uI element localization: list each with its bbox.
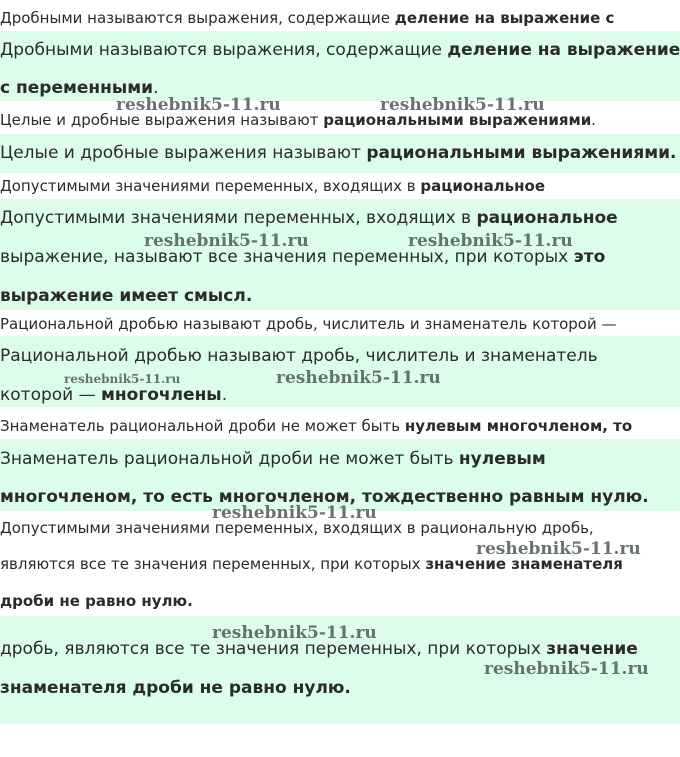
text-line: с переменными.: [0, 78, 159, 98]
text-line: выражение, называют все значения переменных, при которых это: [0, 247, 606, 267]
watermark-text: reshebnik5-11.ru: [408, 231, 573, 251]
text-line: которой — многочлены.: [0, 385, 228, 405]
text-line: Знаменатель рациональной дроби не может быть нулевым: [0, 449, 546, 469]
text-line: Допустимыми значениями переменных, входящих в рациональное: [0, 177, 545, 195]
watermark-text: reshebnik5-11.ru: [476, 539, 641, 559]
watermark-text: reshebnik5-11.ru: [212, 503, 377, 523]
watermark-text: reshebnik5-11.ru: [212, 623, 377, 643]
text-line: знаменателя дроби не равно нулю.: [0, 678, 351, 698]
text-line: Допустимыми значениями переменных, входящих в рациональное: [0, 208, 618, 228]
text-line: Целые и дробные выражения называют рациональными выражениями.: [0, 111, 597, 129]
text-line: Допустимыми значениями переменных, входящих в рациональную дробь,: [0, 519, 594, 537]
text-line: многочленом, то есть многочленом, тождественно равным нулю.: [0, 487, 649, 507]
text-line: Рациональной дробью называют дробь, числитель и знаменатель: [0, 346, 598, 366]
text-line: дробь, являются все те значения переменных, при которых значение: [0, 639, 638, 659]
text-line: Знаменатель рациональной дроби не может быть нулевым многочленом, то: [0, 417, 633, 435]
text-line: Целые и дробные выражения называют рациональными выражениями.: [0, 143, 677, 163]
watermark-text: reshebnik5-11.ru: [484, 659, 649, 679]
watermark-text: reshebnik5-11.ru: [380, 95, 545, 115]
text-line: выражение имеет смысл.: [0, 286, 253, 306]
watermark-text: reshebnik5-11.ru: [144, 231, 309, 251]
watermark-text: reshebnik5-11.ru: [64, 372, 181, 386]
text-line: Рациональной дробью называют дробь, числитель и знаменатель которой —: [0, 315, 617, 333]
text-line: являются все те значения переменных, при которых значение знаменателя: [0, 555, 623, 573]
watermark-text: reshebnik5-11.ru: [276, 368, 441, 388]
watermark-text: reshebnik5-11.ru: [116, 95, 281, 115]
text-line: дроби не равно нулю.: [0, 592, 193, 610]
text-line: Дробными называются выражения, содержащие деление на выражение с: [0, 9, 615, 27]
text-line: Дробными называются выражения, содержащие деление на выражение: [0, 40, 680, 60]
